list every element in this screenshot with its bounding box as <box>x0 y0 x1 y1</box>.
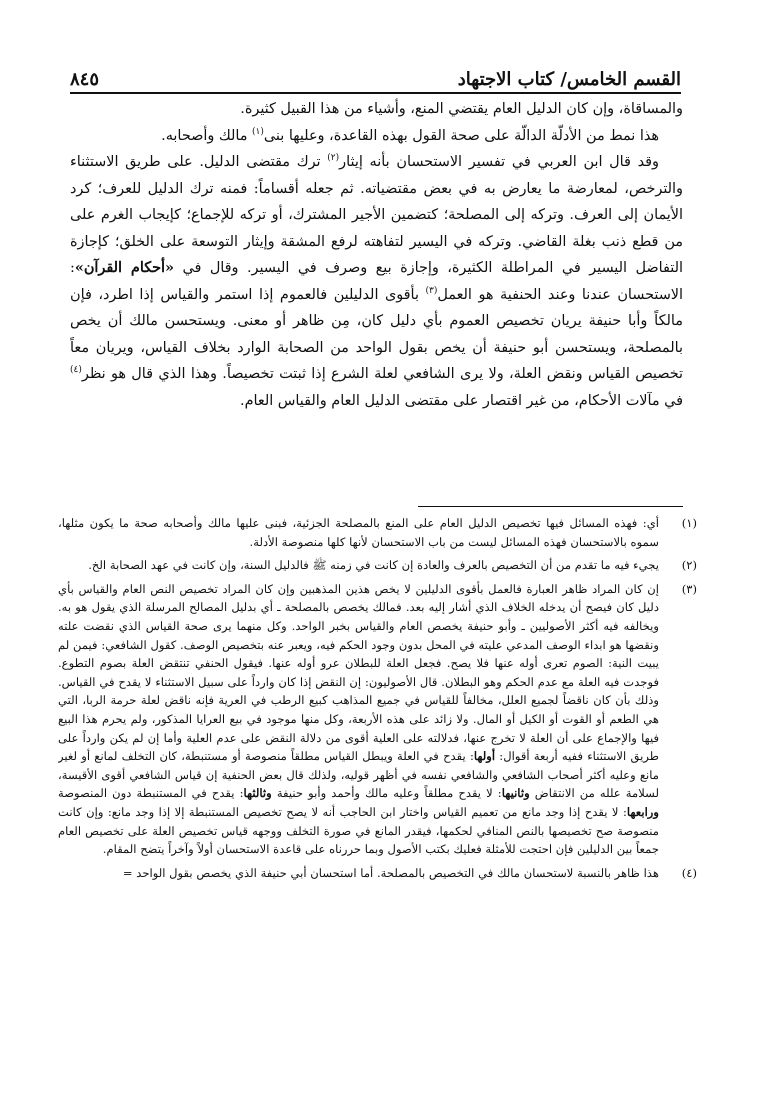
footnote-3-text <box>58 580 659 859</box>
paragraph-2-text-a: هذا نمط من الأدلّة الدالّة على صحة القول بهذه القاعدة، وعليها بنى <box>263 127 659 144</box>
paragraph-1 <box>70 96 683 123</box>
footnote-1-number: (١) <box>681 516 697 530</box>
opinion-1-label: أولها <box>473 749 496 764</box>
footnote-4 <box>58 864 697 883</box>
section-title: القسم الخامس/ كتاب الاجتهاد <box>457 69 681 90</box>
main-text <box>70 96 683 484</box>
footnote-ref-3[interactable]: (٣) <box>425 285 438 296</box>
footnotes <box>58 514 697 1102</box>
running-header <box>70 58 681 90</box>
paragraph-3-text-c: : الاستحسان عندنا وعند الحنفية هو العمل <box>70 260 683 303</box>
paragraph-1-text: والمساقاة، وإن كان الدليل العام يقتضي المنع، وأشياء من هذا القبيل كثيرة. <box>240 101 683 117</box>
paragraph-3-text-d: بأقوى الدليلين فالعموم إذا استمر والقياس إذا اطرد، فإن مالكاً وأبا حنيفة يريان تخصيص العموم بأي دليل كان، مِن ظاهر أو معنى. ويستحسن مالك أن يخص بالمصلحة، ويستحسن أبو حنيفة أن يخص بقول الواحد من الصحابة الوارد بخلاف القياس، ويريان معاً تخصيص القياس ونقض العلة، ولا يرى الشافعي لعلة الشرع إذا ثبتت تخصيصاً. وهذا الذي قال هو نظر <box>70 286 683 382</box>
footnote-3-number: (٣) <box>681 581 697 596</box>
footnote-3-part-c: : لا يقدح مطلقاً وعليه مالك وأحمد وأبو حنيفة <box>271 786 502 801</box>
paragraph-3-text-a: وقد قال ابن العربي في تفسير الاستحسان بأنه إيثار <box>339 154 659 170</box>
footnote-ref-2[interactable]: (٢) <box>327 153 340 164</box>
page-number: ٨٤٥ <box>70 69 100 90</box>
footnote-1 <box>58 514 697 551</box>
paragraph-3-text-e: في مآلات الأحكام، من غير اقتصار على مقتضى الدليل العام والقياس العام. <box>240 392 683 409</box>
footnote-3-part-a: إن كان المراد ظاهر العبارة فالعمل بأقوى الدليلين لا يخص هذين المذهبين وإن كان المراد تخصيص النص العام والقياس بأي دليل كان فيصح أن يدخله الخلاف الذي أشار إليه بعد. فمالك يخصص بالمصلحة ـ أي بدليل المصالح المرسلة الذي يقول هو به. ويخالفه فيه أكثر الأصوليين ـ وأبو حنيفة يخصص العام والقياس بخبر الواحد. وكل منهما يرى صحة القياس الذي نقضت علته ونقضها هو ابداء الوصف المدعي عليته في المحل بدون وجود الحكم فيه، ويعبر عنه بتخصيص الوصف. كقول الشافعي: فيمن لم يبيت النية: الصوم تعرى أوله عنها فلا يصح. فجعل العلة للبطلان عرو أوله عنها. فيقول الحنفي تنتقض العلة بصوم التطوع. فوجدت فيه العلة مع عدم الحكم وهو البطلان. قال الأصوليون: إن النقض إذا كان وارداً على سبيل الاستثناء لا يقدح في القياس. وذلك بأن كان ناقضاً لجميع العلل، مخالفاً للقياس في جميع المذاهب كبيع الرطب في العرية فإنه ناقض لعلة حرمة الربا، التي هي الطعم أو القوت أو الكيل أو المال. ولا زائد على هذه الأربعة، وكل منها موجود في بيع العرايا المذكور، ولم يحرم هذا البيع فيها والإجماع على أن العلة لا تخرج عنها، فدلالته على العلية أقوى من دلالة النقض على عدم العلية وأما إن لم يكن وارداً على طريق الاستثناء ففيه أربعة أقوال: <box>58 581 659 764</box>
footnote-3-part-b: : يقدح في العلة ويبطل القياس مطلقاً منصوصة أو مستنبطة، كان التخلف لمانع أو لغير مانع وعليه أكثر أصحاب الشافعي والشافعي نفسه في أظهر قوليه، ولذلك قال بعض الحنفية إن قياس الشافعي أقوى الأقيسة، لسلامة علله من الانتقاض <box>58 749 659 801</box>
footnote-2-number: (٢) <box>681 558 697 573</box>
opinion-4-label: ورابعها <box>626 804 659 819</box>
book-title: «أحكام القرآن» <box>74 259 175 276</box>
opinion-2-label: وثانيها <box>501 786 530 801</box>
footnote-4-text: هذا ظاهر بالنسبة لاستحسان مالك في التخصيص بالمصلحة. أما استحسان أبي حنيفة الذي يخصص بقول الواحد = <box>122 865 659 880</box>
footnote-3-part-e: : لا يقدح إذا وجد مانع من تعميم القياس واختار ابن الحاجب أنه لا يصح تخصيص المستنبطة إلا إذا وجد مانع: وإن كانت منصوصة صح تخصيصها بالنص المنافي لحكمها، فيقدر المانع في صورة التخلف ووجهه قياس تخصيص العلة على تخصيص العام جمعاً بين الدليلين فإن احتجت للأمثلة فعليك بكتب الأصول وبما حررناه على قاعدة الاستحسان أولاً وآخراً يتضح المقام. <box>58 804 659 857</box>
footnote-2-text: يجيء فيه ما تقدم من أن التخصيص بالعرف والعادة إن كانت في زمنه ﷺ فالدليل السنة، وإن كانت في عهد الصحابة الخ. <box>88 558 659 573</box>
paragraph-2 <box>70 123 683 150</box>
footnote-ref-4[interactable]: (٤) <box>70 365 82 376</box>
footnote-divider <box>418 506 683 507</box>
footnote-ref-1[interactable]: (١) <box>252 126 264 137</box>
footnote-1-text: أي: فهذه المسائل فيها تخصيص الدليل العام على المنع بالمصلحة الجزئية، فبنى عليها مالك وأصحابه صحة ما يكون مثلها، سموه بالاستحسان فهذه المسائل ليست من باب الاستحسان لأنها كلها منصوصة الأدلة. <box>58 516 659 549</box>
paragraph-2-text-b: مالك وأصحابه. <box>161 127 253 144</box>
header-divider <box>70 92 681 94</box>
footnote-3-part-d: : يقدح في المستنبطة دون المنصوصة <box>58 786 244 801</box>
footnote-4-number: (٤) <box>681 865 697 880</box>
paragraph-3-text-b: ترك مقتضى الدليل. على طريق الاستثناء والترخص، لمعارضة ما يعارض به في بعض مقتضياته. ثم جعله أقساماً: فمنه ترك الدليل للعرف؛ كرد الأيمان إلى العرف. وتركه إلى المصلحة؛ كتضمين الأجير المشترك، أو تركه للإجماع؛ كإيجاب الغرم على من قطع ذنب بغلة القاضي. وتركه في اليسير لتفاهته لرفع المشقة وإيثار التوسعة على الخلق؛ كإجازة التفاضل اليسير في المراطلة الكثيرة، وإجازة بيع وصرف في اليسير. وقال في <box>70 154 683 276</box>
paragraph-3 <box>70 149 683 414</box>
opinion-3-label: وثالثها <box>243 786 272 801</box>
footnote-3 <box>58 580 697 859</box>
footnote-2 <box>58 556 697 575</box>
